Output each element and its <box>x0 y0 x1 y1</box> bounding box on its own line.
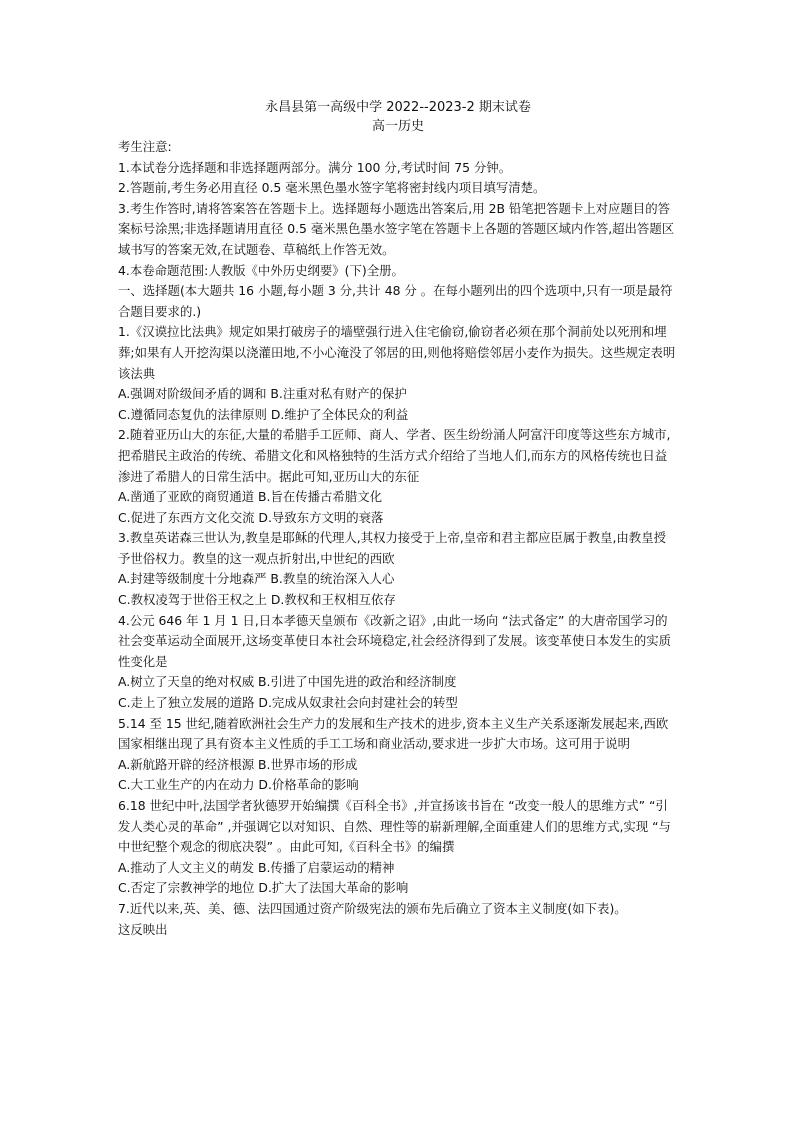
question-7 <box>118 899 678 940</box>
exam-title: 永昌县第一高级中学 2022--2023-2 期末试卷 <box>265 100 531 115</box>
question-stem: 6.18 世纪中叶,法国学者狄德罗开始编撰《百科全书》,并宣扬该书旨在 “改变一般人的思维方式” “引发人类心灵的革命” ,并强调它以对知识、自然、理性等的崭新理解,全面重建人们的思维方式,实现 “与中世纪整个观念的彻底决裂” 。由此可知,《百科全书》的编撰 <box>118 798 671 855</box>
question-options-row: A.推动了人文主义的萌发 B.传播了启蒙运动的精神 <box>118 859 395 875</box>
question-stem: 1.《汉谟拉比法典》规定如果打破房子的墙壁强行进入住宅偷窃,偷窃者必须在那个洞前处以死刑和埋葬;如果有人开挖沟渠以浇灌田地,不小心淹没了邻居的田,则他将赔偿邻居小麦作为损失。这些规定表明该法典 <box>118 324 676 381</box>
question-options-row: C.走上了独立发展的道路 D.完成从奴隶社会向封建社会的转型 <box>118 695 458 711</box>
notice-item-3: 3.考生作答时,请将答案答在答题卡上。选择题每小题选出答案后,用 2B 铅笔把答题卡上对应题目的答案标号涂黑;非选择题请用直径 0.5 毫米黑色墨水签字笔在答题卡上各题的答题区域内作答,超出答题区域书写的答案无效,在试题卷、草稿纸上作答无效。 <box>118 200 675 257</box>
question-options-row: A.封建等级制度十分地森严 B.教皇的统治深入人心 <box>118 571 395 587</box>
notice-block <box>118 137 678 281</box>
notice-item-2: 2.答题前,考生务必用直径 0.5 毫米黑色墨水签字笔将密封线内项目填写清楚。 <box>118 180 546 196</box>
question-stem: 7.近代以来,英、美、德、法四国通过资产阶级宪法的颁布先后确立了资本主义制度(如下表)。 <box>118 900 627 916</box>
question-options-row: C.否定了宗教神学的地位 D.扩大了法国大革命的影响 <box>118 880 409 896</box>
question-options-row: A.新航路开辟的经济根源 B.世界市场的形成 <box>118 756 358 772</box>
question-6 <box>118 796 678 899</box>
question-stem: 5.14 至 15 世纪,随着欧洲社会生产力的发展和生产技术的进步,资本主义生产关系逐渐发展起来,西欧国家相继出现了具有资本主义性质的手工工场和商业活动,要求进一步扩大市场。这可用于说明 <box>118 715 669 752</box>
question-options-row: C.促进了东西方文化交流 D.导致东方文明的衰落 <box>118 509 384 525</box>
question-options-row: A.凿通了亚欧的商贸通道 B.旨在传播古希腊文化 <box>118 489 382 505</box>
question-stem: 3.教皇英诺森三世认为,教皇是耶稣的代理人,其权力接受于上帝,皇帝和君主都应臣属于教皇,由教皇授予世俗权力。教皇的这一观点折射出,中世纪的西欧 <box>118 530 666 566</box>
notice-item-1: 1.本试卷分选择题和非选择题两部分。满分 100 分,考试时间 75 分钟。 <box>118 159 512 175</box>
question-3 <box>118 528 678 610</box>
question-tail: 这反映出 <box>118 921 168 937</box>
notice-item-4: 4.本卷命题范围:人教版《中外历史纲要》(下)全册。 <box>118 262 404 278</box>
question-stem: 4.公元 646 年 1 月 1 日,日本孝德天皇颁布《改新之诏》,由此一场向 “法式备定” 的大唐帝国学习的社会变革运动全面展开,这场变革使日本社会环境稳定,社会经济得到了发展。该变革使日本发生的实质性变化是 <box>118 612 672 669</box>
exam-subtitle: 高一历史 <box>371 119 424 134</box>
question-options-row: C.遵循同态复仇的法律原则 D.维护了全体民众的利益 <box>118 406 409 422</box>
question-1 <box>118 322 678 425</box>
question-2 <box>118 425 678 528</box>
question-options-row: A.强调对阶级间矛盾的调和 B.注重对私有财产的保护 <box>118 386 407 402</box>
question-5 <box>118 714 678 796</box>
question-4 <box>118 611 678 714</box>
notice-heading: 考生注意: <box>118 139 172 154</box>
question-options-row: A.树立了天皇的绝对权威 B.引进了中国先进的政治和经济制度 <box>118 674 457 690</box>
question-stem: 2.随着亚历山大的东征,大量的希腊手工匠师、商人、学者、医生纷纷涌人阿富汗印度等这些东方城市,把希腊民主政治的传统、希腊文化和风格独特的生活方式介绍给了当地人们,而东方的风格传统也日益渗进了希腊人的日常生活中。据此可知,亚历山大的东征 <box>118 427 671 484</box>
question-options-row: C.教权凌驾于世俗王权之上 D.教权和王权相互依存 <box>118 592 396 608</box>
exam-page <box>118 98 678 940</box>
section-heading: 一、选择题(本大题共 16 小题,每小题 3 分,共计 48 分 。在每小题列出的四个选项中,只有一项是最符合题目要求的.) <box>118 283 673 319</box>
question-options-row: C.大工业生产的内在动力 D.价格革命的影响 <box>118 777 359 793</box>
